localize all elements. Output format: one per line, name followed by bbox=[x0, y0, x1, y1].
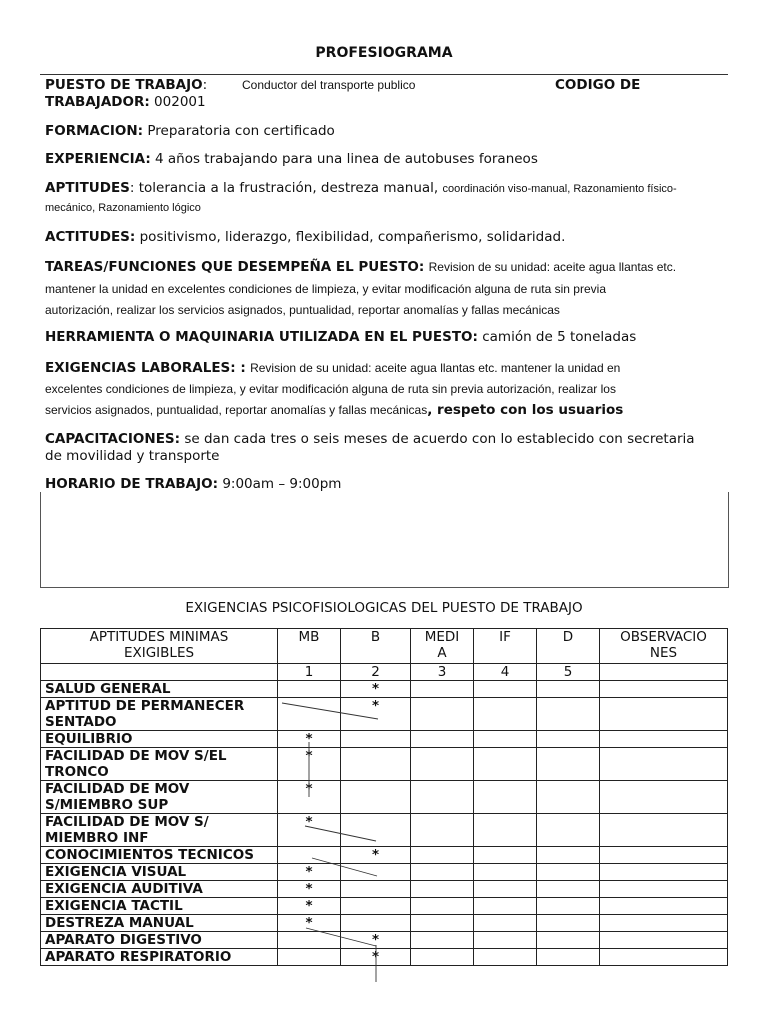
empty-cell bbox=[411, 949, 474, 966]
mark-cell: * bbox=[341, 681, 411, 698]
row-label bbox=[41, 847, 278, 864]
capacitaciones-line-2: de movilidad y transporte bbox=[45, 448, 220, 464]
table-row bbox=[41, 731, 728, 748]
empty-cell bbox=[600, 881, 728, 898]
aptitudes-value-a: : tolerancia a la frustración, destreza manual, bbox=[129, 180, 439, 196]
exigencias-line-1: Revision de su unidad: aceite agua llantas etc. mantener la unidad en bbox=[250, 361, 621, 375]
header-text: D bbox=[562, 629, 574, 645]
row-label bbox=[41, 864, 278, 881]
header-text: A bbox=[437, 645, 447, 661]
table-row bbox=[41, 881, 728, 898]
empty-cell bbox=[600, 847, 728, 864]
empty-cell bbox=[537, 681, 600, 698]
puesto-value: Conductor del transporte publico bbox=[242, 78, 416, 92]
row-label-text: S/MIEMBRO SUP bbox=[45, 797, 169, 813]
row-label bbox=[41, 915, 278, 932]
number-cell: 4 bbox=[474, 664, 537, 681]
aptitudes-line bbox=[45, 179, 725, 198]
row-label-text: TRONCO bbox=[45, 764, 109, 780]
empty-cell bbox=[278, 698, 341, 731]
table-row bbox=[41, 781, 728, 814]
number-cell: 3 bbox=[411, 664, 474, 681]
row-label bbox=[41, 731, 278, 748]
row-label-text: EXIGENCIA VISUAL bbox=[45, 864, 187, 880]
mark-cell: * bbox=[278, 881, 341, 898]
table-number-row bbox=[41, 664, 728, 681]
row-label-text: FACILIDAD DE MOV bbox=[45, 781, 190, 797]
empty-cell bbox=[537, 864, 600, 881]
row-label-text: EQUILIBRIO bbox=[45, 731, 133, 747]
header-text: IF bbox=[499, 629, 511, 645]
mark-cell: * bbox=[278, 864, 341, 881]
empty-cell bbox=[537, 814, 600, 847]
empty-cell bbox=[341, 898, 411, 915]
number-cell bbox=[41, 664, 278, 681]
experiencia-value: 4 años trabajando para una linea de autobuses foraneos bbox=[155, 151, 538, 167]
empty-cell bbox=[411, 881, 474, 898]
mark-cell: * bbox=[278, 731, 341, 748]
herramienta-value: camión de 5 toneladas bbox=[482, 329, 637, 345]
number-cell: 2 bbox=[341, 664, 411, 681]
empty-cell bbox=[278, 847, 341, 864]
header-text: MB bbox=[298, 629, 320, 645]
header-cell bbox=[537, 629, 600, 664]
empty-cell bbox=[474, 898, 537, 915]
empty-cell bbox=[474, 731, 537, 748]
tareas-line-1: Revision de su unidad: aceite agua llantas etc. bbox=[428, 260, 677, 274]
table-row bbox=[41, 814, 728, 847]
empty-cell bbox=[278, 932, 341, 949]
empty-cell bbox=[474, 949, 537, 966]
table-row bbox=[41, 698, 728, 731]
aptitudes-value-c: mecánico, Razonamiento lógico bbox=[45, 202, 201, 214]
formacion-line bbox=[45, 122, 725, 140]
row-label-text: SENTADO bbox=[45, 714, 117, 730]
puesto-colon: : bbox=[202, 77, 208, 93]
empty-cell bbox=[600, 681, 728, 698]
codigo-label: CODIGO DE bbox=[555, 77, 641, 93]
table-row bbox=[41, 949, 728, 966]
empty-cell bbox=[537, 781, 600, 814]
empty-cell bbox=[537, 698, 600, 731]
empty-cell bbox=[600, 898, 728, 915]
row-label bbox=[41, 881, 278, 898]
mark-cell: * bbox=[341, 932, 411, 949]
header-cell bbox=[278, 629, 341, 664]
tareas-line-3: autorización, realizar los servicios asignados, puntualidad, reportar anomalías y fallas mecánicas bbox=[45, 303, 560, 317]
empty-cell bbox=[474, 748, 537, 781]
header-text: NES bbox=[649, 645, 678, 661]
row-label-text: MIEMBRO INF bbox=[45, 830, 149, 846]
empty-cell bbox=[474, 881, 537, 898]
formacion-value: Preparatoria con certificado bbox=[147, 123, 335, 139]
empty-cell bbox=[600, 814, 728, 847]
capacitaciones-line bbox=[45, 430, 725, 448]
mark-cell: * bbox=[278, 781, 341, 814]
empty-cell bbox=[411, 748, 474, 781]
empty-cell bbox=[278, 681, 341, 698]
puesto-label: PUESTO DE TRABAJO bbox=[45, 77, 203, 93]
experiencia-label: EXPERIENCIA: bbox=[45, 151, 151, 167]
table-row bbox=[41, 847, 728, 864]
empty-cell bbox=[341, 881, 411, 898]
table-row bbox=[41, 748, 728, 781]
row-label-text: CONOCIMIENTOS TECNICOS bbox=[45, 847, 254, 863]
row-label bbox=[41, 932, 278, 949]
empty-cell bbox=[537, 932, 600, 949]
row-label-text: EXIGENCIA TACTIL bbox=[45, 898, 183, 914]
row-label-text: SALUD GENERAL bbox=[45, 681, 171, 697]
empty-cell bbox=[278, 949, 341, 966]
tareas-label: TAREAS/FUNCIONES QUE DESEMPEÑA EL PUESTO: bbox=[45, 259, 425, 275]
empty-cell bbox=[341, 781, 411, 814]
empty-cell bbox=[411, 932, 474, 949]
exigencias-label: EXIGENCIAS LABORALES: : bbox=[45, 360, 246, 376]
header-cell bbox=[41, 629, 278, 664]
exigencias-line-2: excelentes condiciones de limpieza, y evitar modificación alguna de ruta sin previa autorización, realizar los bbox=[45, 382, 616, 396]
row-label-text: FACILIDAD DE MOV S/ bbox=[45, 814, 209, 830]
empty-cell bbox=[341, 915, 411, 932]
capacitaciones-line-1: se dan cada tres o seis meses de acuerdo con lo establecido con secretaria bbox=[184, 431, 695, 447]
empty-cell bbox=[411, 681, 474, 698]
actitudes-value: positivismo, liderazgo, flexibilidad, compañerismo, solidaridad. bbox=[139, 229, 566, 245]
empty-cell bbox=[411, 847, 474, 864]
empty-cell bbox=[411, 814, 474, 847]
actitudes-label: ACTITUDES: bbox=[45, 229, 136, 245]
empty-cell bbox=[474, 932, 537, 949]
header-text: MEDI bbox=[424, 629, 460, 645]
horario-line bbox=[45, 475, 725, 493]
table-row bbox=[41, 915, 728, 932]
horario-label: HORARIO DE TRABAJO: bbox=[45, 476, 219, 492]
row-label bbox=[41, 781, 278, 814]
document-title: PROFESIOGRAMA bbox=[315, 45, 453, 61]
codigo-label-2: TRABAJADOR: bbox=[45, 94, 150, 110]
row-label-text: APARATO DIGESTIVO bbox=[45, 932, 202, 948]
table-row bbox=[41, 932, 728, 949]
mark-cell: * bbox=[278, 915, 341, 932]
empty-cell bbox=[537, 898, 600, 915]
header-text: B bbox=[370, 629, 381, 645]
empty-cell bbox=[537, 748, 600, 781]
herramienta-label: HERRAMIENTA O MAQUINARIA UTILIZADA EN EL PUESTO: bbox=[45, 329, 478, 345]
exigencias-line bbox=[45, 359, 725, 377]
header-cell bbox=[474, 629, 537, 664]
row-label bbox=[41, 698, 278, 731]
empty-cell bbox=[537, 915, 600, 932]
actitudes-line bbox=[45, 228, 725, 246]
table-row bbox=[41, 864, 728, 881]
empty-cell bbox=[600, 731, 728, 748]
empty-cell bbox=[600, 949, 728, 966]
table-title: EXIGENCIAS PSICOFISIOLOGICAS DEL PUESTO DE TRABAJO bbox=[185, 600, 583, 616]
header-text: APTITUDES MINIMAS bbox=[89, 629, 229, 645]
mark-cell: * bbox=[278, 898, 341, 915]
empty-cell bbox=[600, 864, 728, 881]
empty-cell bbox=[600, 915, 728, 932]
aptitudes-table bbox=[40, 628, 728, 966]
empty-cell bbox=[341, 864, 411, 881]
header-cell bbox=[411, 629, 474, 664]
blank-box bbox=[40, 492, 729, 588]
empty-cell bbox=[537, 731, 600, 748]
exigencias-line-3b: , respeto con los usuarios bbox=[427, 402, 624, 418]
exigencias-line-3a: servicios asignados, puntualidad, reportar anomalías y fallas mecánicas bbox=[45, 403, 428, 417]
header-cell bbox=[341, 629, 411, 664]
capacitaciones-label: CAPACITACIONES: bbox=[45, 431, 181, 447]
top-divider bbox=[40, 74, 728, 75]
row-label-text: DESTREZA MANUAL bbox=[45, 915, 194, 931]
empty-cell bbox=[537, 881, 600, 898]
formacion-label: FORMACION: bbox=[45, 123, 144, 139]
mark-cell: * bbox=[341, 949, 411, 966]
empty-cell bbox=[341, 748, 411, 781]
experiencia-line bbox=[45, 150, 725, 168]
empty-cell bbox=[474, 681, 537, 698]
mark-cell: * bbox=[278, 814, 341, 847]
mark-cell: * bbox=[278, 748, 341, 781]
header-text: EXIGIBLES bbox=[123, 645, 195, 661]
empty-cell bbox=[600, 932, 728, 949]
empty-cell bbox=[411, 731, 474, 748]
codigo-value: 002001 bbox=[154, 94, 206, 110]
number-cell bbox=[600, 664, 728, 681]
horario-value: 9:00am – 9:00pm bbox=[222, 476, 342, 492]
table-row bbox=[41, 681, 728, 698]
row-label-text: FACILIDAD DE MOV S/EL bbox=[45, 748, 227, 764]
empty-cell bbox=[537, 949, 600, 966]
empty-cell bbox=[474, 814, 537, 847]
empty-cell bbox=[411, 781, 474, 814]
number-cell: 1 bbox=[278, 664, 341, 681]
exigencias-line-3 bbox=[45, 401, 725, 419]
aptitudes-value-b: coordinación viso-manual, Razonamiento físico- bbox=[442, 183, 677, 195]
empty-cell bbox=[411, 864, 474, 881]
header-text: OBSERVACIO bbox=[620, 629, 707, 645]
number-cell: 5 bbox=[537, 664, 600, 681]
row-label-text: APTITUD DE PERMANECER bbox=[45, 698, 245, 714]
empty-cell bbox=[474, 864, 537, 881]
row-label-text: APARATO RESPIRATORIO bbox=[45, 949, 232, 965]
mark-cell: * bbox=[341, 847, 411, 864]
puesto-line bbox=[45, 76, 725, 94]
tareas-line-2: mantener la unidad en excelentes condiciones de limpieza, y evitar modificación alguna de ruta sin previa bbox=[45, 282, 606, 296]
empty-cell bbox=[341, 731, 411, 748]
empty-cell bbox=[600, 748, 728, 781]
row-label bbox=[41, 949, 278, 966]
empty-cell bbox=[411, 698, 474, 731]
row-label bbox=[41, 898, 278, 915]
empty-cell bbox=[411, 915, 474, 932]
tareas-line bbox=[45, 258, 725, 276]
aptitudes-label: APTITUDES bbox=[45, 180, 130, 196]
empty-cell bbox=[474, 698, 537, 731]
mark-cell: * bbox=[341, 698, 411, 731]
empty-cell bbox=[600, 781, 728, 814]
empty-cell bbox=[411, 898, 474, 915]
codigo-line bbox=[45, 93, 725, 111]
row-label bbox=[41, 814, 278, 847]
table-row bbox=[41, 898, 728, 915]
row-label-text: EXIGENCIA AUDITIVA bbox=[45, 881, 203, 897]
empty-cell bbox=[341, 814, 411, 847]
herramienta-line bbox=[45, 328, 725, 346]
empty-cell bbox=[474, 781, 537, 814]
empty-cell bbox=[474, 915, 537, 932]
table-header-row bbox=[41, 629, 728, 664]
empty-cell bbox=[537, 847, 600, 864]
row-label bbox=[41, 681, 278, 698]
empty-cell bbox=[600, 698, 728, 731]
row-label bbox=[41, 748, 278, 781]
header-cell bbox=[600, 629, 728, 664]
empty-cell bbox=[474, 847, 537, 864]
